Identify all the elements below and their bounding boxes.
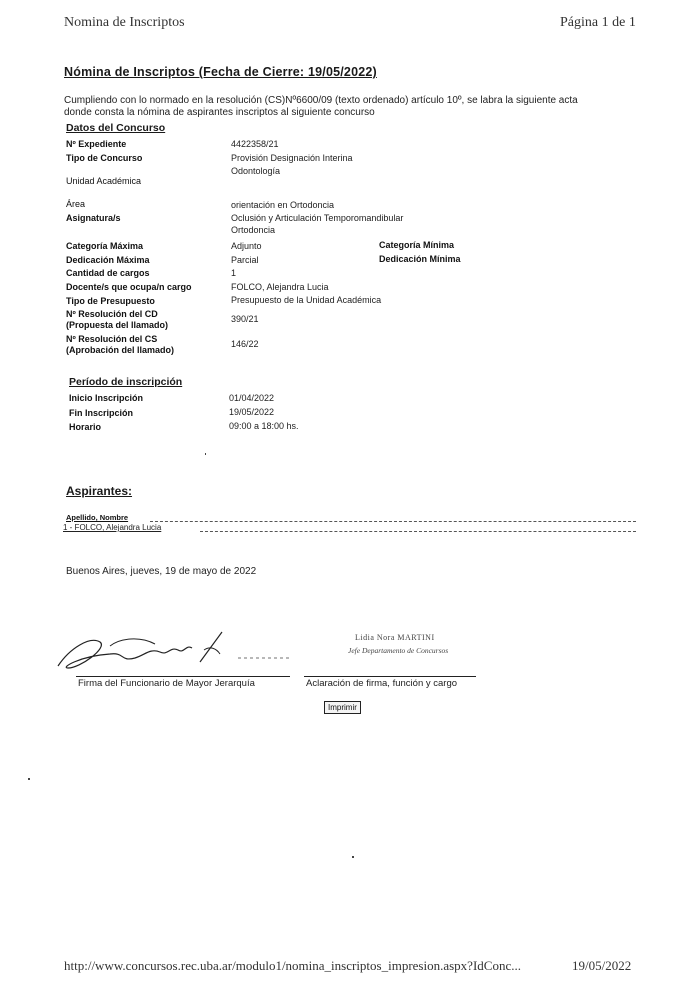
caption-firma-funcionario: Firma del Funcionario de Mayor Jerarquía	[78, 678, 255, 689]
aspirante-row-1: 1 - FOLCO, Alejandra Lucia	[63, 523, 162, 532]
label-resolucion-cs-sub: (Aprobación del llamado)	[66, 345, 175, 355]
label-resolucion-cd-sub: (Propuesta del llamado)	[66, 320, 169, 330]
section-aspirantes: Aspirantes:	[66, 484, 133, 498]
value-horario: 09:00 a 18:00 hs.	[229, 421, 299, 431]
header-title: Nomina de Inscriptos	[64, 15, 185, 30]
label-asignatura: Asignatura/s	[66, 213, 121, 223]
footer-url: http://www.concursos.rec.uba.ar/modulo1/nomina_inscriptos_impresion.aspx?IdConc...	[64, 958, 521, 973]
label-inicio-inscripcion: Inicio Inscripción	[69, 393, 144, 403]
value-area: orientación en Ortodoncia	[231, 200, 335, 210]
label-resolucion-cs: Nº Resolución del CS	[66, 334, 158, 344]
value-fin-inscripcion: 19/05/2022	[229, 407, 275, 417]
page-number: Página 1 de 1	[560, 15, 636, 30]
place-date: Buenos Aires, jueves, 19 de mayo de 2022	[66, 566, 257, 577]
label-cantidad-cargos: Cantidad de cargos	[66, 268, 150, 278]
label-categoria-maxima: Categoría Máxima	[66, 241, 144, 251]
label-fin-inscripcion: Fin Inscripción	[69, 408, 134, 418]
value-docente: FOLCO, Alejandra Lucia	[231, 282, 329, 292]
value-dedicacion-maxima: Parcial	[231, 255, 259, 265]
label-categoria-minima: Categoría Mínima	[379, 240, 455, 250]
label-tipo-concurso: Tipo de Concurso	[66, 153, 143, 163]
label-unidad-academica: Unidad Académica	[66, 176, 142, 186]
label-expediente: Nº Expediente	[66, 139, 127, 149]
value-resolucion-cs: 146/22	[231, 339, 259, 349]
scan-speck	[205, 453, 206, 455]
section-periodo-inscripcion: Período de inscripción	[69, 376, 183, 388]
section-datos-concurso: Datos del Concurso	[66, 122, 166, 134]
label-resolucion-cd: Nº Resolución del CD	[66, 309, 158, 319]
value-unidad-academica: Odontología	[231, 166, 281, 176]
intro-paragraph: Cumpliendo con lo normado en la resolución (CS)Nº6600/09 (texto ordenado) artículo 10º, se labra la siguiente acta donde consta la nómina de aspirantes inscriptos al siguiente concurso	[64, 95, 578, 118]
value-cantidad-cargos: 1	[231, 268, 237, 278]
aspirantes-column-header: Apellido, Nombre	[66, 513, 129, 522]
signature-line-right	[304, 676, 476, 677]
stamp-name: Lidia Nora MARTINI	[355, 633, 435, 642]
stamp-role: Jefe Departamento de Concursos	[348, 646, 449, 655]
scan-speck	[352, 856, 354, 858]
handwritten-signature	[50, 628, 300, 676]
label-area: Área	[66, 199, 86, 209]
aspirantes-row-divider	[200, 531, 636, 532]
scan-speck	[28, 778, 30, 780]
print-button[interactable]: Imprimir	[324, 701, 361, 714]
value-categoria-maxima: Adjunto	[231, 241, 262, 251]
value-tipo-concurso: Provisión Designación Interina	[231, 153, 353, 163]
signature-line-left	[76, 676, 290, 677]
label-docente: Docente/s que ocupa/n cargo	[66, 282, 192, 292]
value-asignatura-2: Ortodoncia	[231, 225, 276, 235]
value-resolucion-cd: 390/21	[231, 314, 259, 324]
label-dedicacion-minima: Dedicación Mínima	[379, 254, 461, 264]
value-expediente: 4422358/21	[231, 139, 279, 149]
label-dedicacion-maxima: Dedicación Máxima	[66, 255, 150, 265]
label-horario: Horario	[69, 422, 102, 432]
footer-date: 19/05/2022	[572, 958, 632, 973]
caption-aclaracion-firma: Aclaración de firma, función y cargo	[306, 678, 458, 689]
value-asignatura-1: Oclusión y Articulación Temporomandibular	[231, 213, 404, 223]
label-tipo-presupuesto: Tipo de Presupuesto	[66, 296, 155, 306]
value-tipo-presupuesto: Presupuesto de la Unidad Académica	[231, 295, 382, 305]
aspirantes-header-divider	[150, 521, 636, 522]
document-title: Nómina de Inscriptos (Fecha de Cierre: 19/05/2022)	[64, 65, 377, 79]
value-inicio-inscripcion: 01/04/2022	[229, 393, 275, 403]
